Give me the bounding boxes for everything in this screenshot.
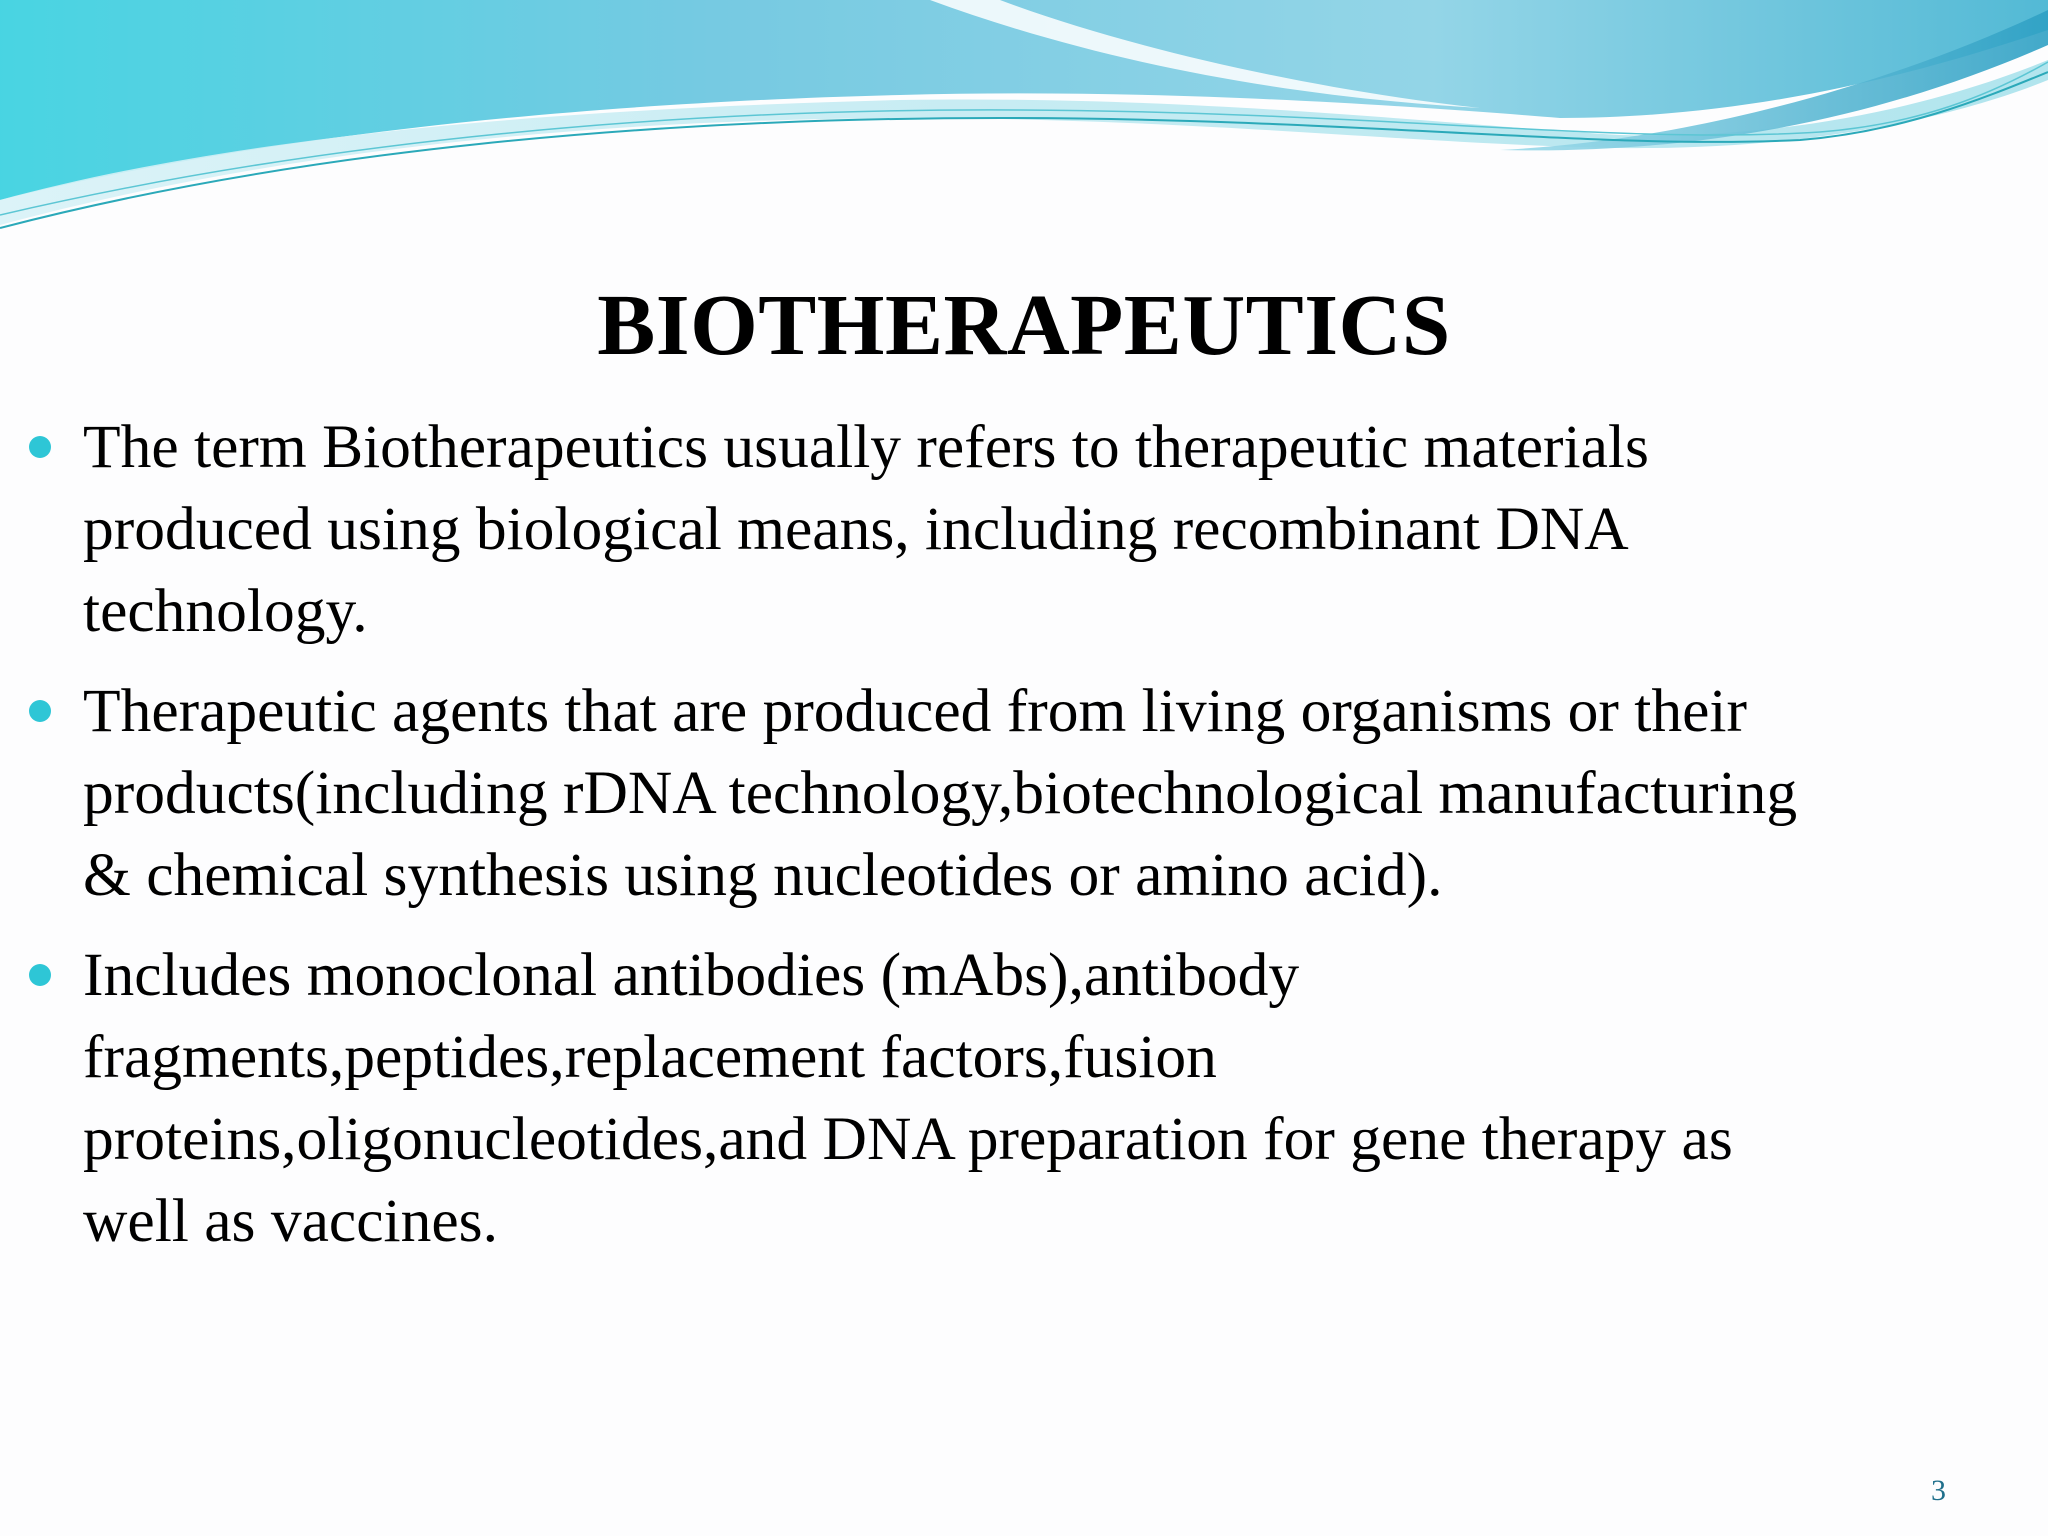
bullet-list	[0, 406, 2048, 1280]
bullet-item-agents	[0, 670, 2048, 916]
header-wave-decoration	[0, 0, 2048, 240]
bullet-line: proteins,oligonucleotides,and DNA preparation for gene therapy as	[83, 1105, 1733, 1173]
bullet-line: technology.	[83, 577, 368, 645]
bullet-line: well as vaccines.	[83, 1187, 498, 1255]
bullet-dot-icon	[29, 436, 51, 458]
bullet-item-includes	[0, 934, 2048, 1262]
slide-title: BIOTHERAPEUTICS	[597, 276, 1451, 373]
bullet-line: Includes monoclonal antibodies (mAbs),antibody	[83, 941, 1300, 1009]
bullet-line: fragments,peptides,replacement factors,fusion	[83, 1023, 1217, 1091]
bullet-line: Therapeutic agents that are produced from living organisms or their	[83, 677, 1747, 745]
bullet-item-definition	[0, 406, 2048, 652]
bullet-line: products(including rDNA technology,biotechnological manufacturing	[83, 759, 1798, 827]
bullet-line: & chemical synthesis using nucleotides or amino acid).	[83, 841, 1443, 909]
page-number: 3	[1931, 1474, 1946, 1507]
bullet-dot-icon	[29, 964, 51, 986]
bullet-dot-icon	[29, 700, 51, 722]
bullet-line: The term Biotherapeutics usually refers to therapeutic materials	[83, 413, 1649, 481]
bullet-line: produced using biological means, including recombinant DNA	[83, 495, 1629, 563]
